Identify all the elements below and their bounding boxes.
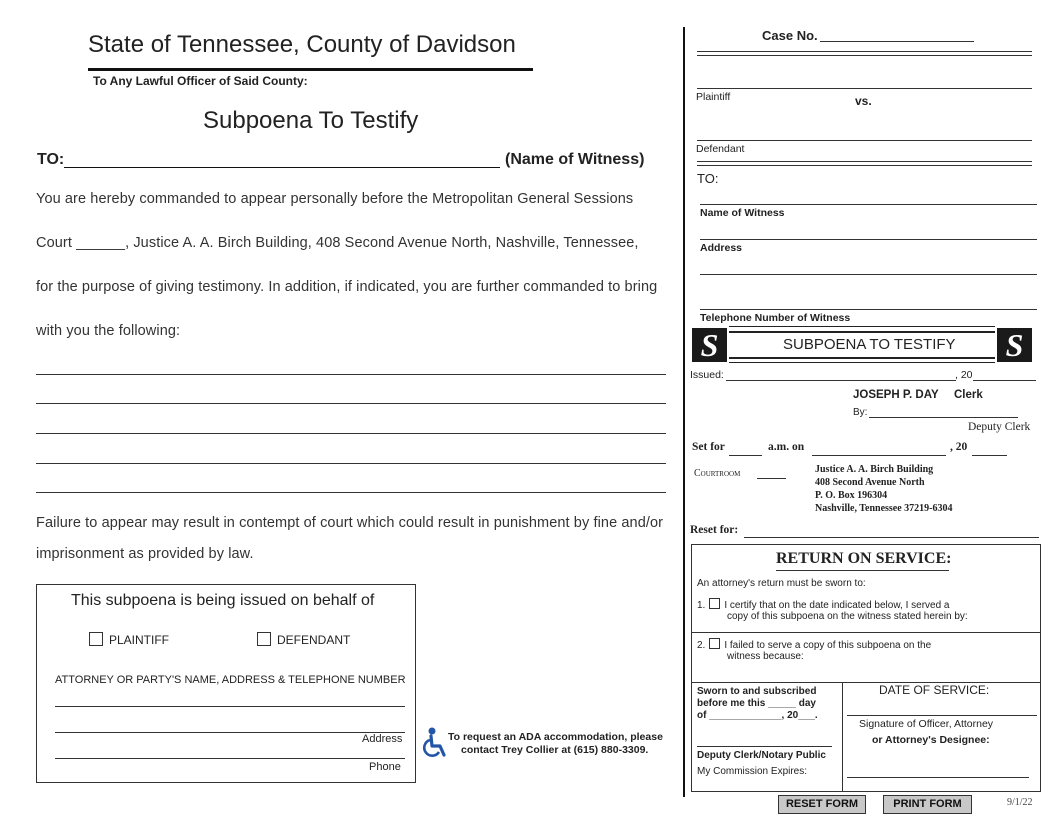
defendant-line[interactable] [697, 140, 1032, 141]
court-address-2: 408 Second Avenue North [815, 477, 925, 488]
print-form-button[interactable]: PRINT FORM [883, 795, 972, 814]
commission-label: My Commission Expires: [697, 766, 808, 777]
court-address-4: Nashville, Tennessee 37219-6304 [815, 503, 953, 514]
clerk-name: JOSEPH P. DAY [853, 389, 939, 401]
item1-text-a: I certify that on the date indicated below, I served a [724, 600, 950, 611]
s-logo-right: S [997, 328, 1032, 362]
sworn-line-3: of _____________, 20___. [697, 710, 818, 721]
phone-label: Phone [369, 761, 401, 773]
state-county-heading: State of Tennessee, County of Davidson [88, 31, 516, 58]
plaintiff-checkbox[interactable] [89, 632, 169, 647]
set-for-label: Set for [692, 441, 725, 453]
name-of-witness-label: (Name of Witness) [505, 151, 645, 168]
body-line-3: for the purpose of giving testimony. In addition, if indicated, you are further commanded to bring [36, 279, 658, 295]
item2-text-a: I failed to serve a copy of this subpoena on the [724, 640, 932, 651]
vs-label: vs. [855, 94, 872, 108]
reset-for-line[interactable] [744, 537, 1039, 538]
case-no-label: Case No. [762, 28, 818, 43]
page-title: Subpoena To Testify [203, 107, 419, 134]
ada-line-2: contact Trey Collier at (615) 880-3309. [461, 744, 649, 756]
plaintiff-checkbox-label: PLAINTIFF [109, 633, 170, 647]
attorney-name-line[interactable] [55, 706, 405, 707]
courtroom-text: Courtroom [694, 468, 741, 479]
to-double-line [697, 161, 1032, 162]
s-logo-left: S [692, 328, 727, 362]
wheelchair-icon [422, 727, 448, 759]
address-line[interactable] [700, 239, 1037, 240]
sworn-line-2: before me this _____ day [697, 698, 816, 709]
sworn-note: An attorney's return must be sworn to: [697, 578, 866, 589]
date-of-service-label: DATE OF SERVICE: [879, 683, 990, 697]
attorney-label: ATTORNEY OR PARTY'S NAME, ADDRESS & TELEPHONE NUMBER [55, 674, 406, 686]
case-double-line [697, 51, 1032, 52]
telephone-label: Telephone Number of Witness [700, 312, 851, 324]
failure-line-1: Failure to appear may result in contempt of court which could result in punishment by fine and/or [36, 515, 664, 531]
failure-line-2: imprisonment as provided by law. [36, 546, 254, 562]
to-officer-label: To Any Lawful Officer of Said County: [93, 74, 308, 88]
defendant-checkbox-box[interactable] [257, 632, 271, 646]
item2-text-b: witness because: [727, 651, 804, 662]
defendant-label: Defendant [696, 143, 745, 155]
set-year-label: , 20 [950, 441, 968, 453]
items-line[interactable] [36, 463, 666, 464]
address-label: Address [362, 733, 403, 745]
form-version: 9/1/22 [1007, 797, 1033, 808]
return-item-1 [697, 598, 1037, 611]
witness-name-line[interactable] [64, 167, 500, 168]
ada-line-1: To request an ADA accommodation, please [448, 731, 663, 743]
set-year-line[interactable] [972, 455, 1007, 456]
body-line-1: You are hereby commanded to appear personally before the Metropolitan General Sessions [36, 191, 634, 207]
return-box [691, 544, 1041, 792]
date-of-service-line[interactable] [847, 715, 1037, 716]
item1-text-b: copy of this subpoena on the witness stated herein by: [727, 611, 968, 622]
deputy-notary-label: Deputy Clerk/Notary Public [697, 750, 826, 761]
case-double-line [697, 55, 1032, 56]
set-for-date-line[interactable] [812, 455, 946, 456]
defendant-checkbox-label: DEFENDANT [277, 633, 351, 647]
telephone-line[interactable] [700, 309, 1037, 310]
item1-number: 1. [697, 600, 706, 611]
by-line[interactable] [869, 417, 1018, 418]
items-line[interactable] [36, 374, 666, 375]
am-on-label: a.m. on [768, 441, 805, 453]
address-line-2[interactable] [700, 274, 1037, 275]
right-to-label: TO: [697, 171, 719, 186]
signature-label-2: or Attorney's Designee: [872, 734, 990, 746]
right-address-label: Address [700, 242, 743, 254]
body-line-4: with you the following: [36, 323, 181, 339]
banner-rule [729, 362, 995, 363]
plaintiff-label: Plaintiff [696, 91, 731, 103]
clerk-title: Clerk [954, 389, 983, 401]
to-double-line [697, 165, 1032, 166]
banner-rule [729, 357, 995, 359]
banner-title: SUBPOENA TO TESTIFY [783, 336, 956, 353]
issued-line[interactable] [726, 380, 956, 381]
notary-signature-line[interactable] [697, 746, 832, 747]
item2-checkbox[interactable] [709, 638, 720, 649]
by-label: By: [853, 407, 868, 418]
signature-line[interactable] [847, 777, 1029, 778]
issued-label: Issued: [690, 369, 724, 381]
banner-rule [729, 326, 995, 327]
issued-year-label: , 20 [955, 369, 973, 381]
attorney-address-line[interactable] [55, 732, 405, 733]
courtroom-label [694, 468, 740, 479]
to-label: TO: [37, 151, 65, 168]
reset-for-label: Reset for: [690, 524, 739, 536]
item2-number: 2. [697, 640, 706, 651]
return-divider [692, 632, 1040, 633]
issued-year-line[interactable] [973, 380, 1036, 381]
items-line[interactable] [36, 433, 666, 434]
deputy-clerk-label: Deputy Clerk [968, 421, 1031, 433]
set-for-time-line[interactable] [729, 455, 762, 456]
return-column-divider [842, 682, 843, 792]
item1-checkbox[interactable] [709, 598, 720, 609]
body-line-2: Court ______, Justice A. A. Birch Building, 408 Second Avenue North, Nashville, Tennessee, [36, 235, 639, 251]
behalf-box [36, 584, 416, 783]
behalf-title: This subpoena is being issued on behalf of [71, 592, 375, 609]
case-no-line[interactable] [820, 41, 974, 42]
items-line[interactable] [36, 492, 666, 493]
court-address-3: P. O. Box 196304 [815, 490, 888, 501]
heading-underline [88, 68, 533, 71]
plaintiff-line[interactable] [697, 88, 1032, 89]
witness-line[interactable] [700, 204, 1037, 205]
courtroom-line[interactable] [757, 478, 786, 479]
right-name-of-witness: Name of Witness [700, 207, 785, 219]
return-title-underline [776, 570, 949, 571]
banner-rule [729, 331, 995, 333]
column-divider [683, 27, 685, 797]
sworn-line-1: Sworn to and subscribed [697, 686, 817, 697]
return-item-2 [697, 638, 1037, 651]
return-title: RETURN ON SERVICE: [776, 550, 952, 567]
defendant-checkbox[interactable] [257, 632, 350, 647]
items-line[interactable] [36, 403, 666, 404]
court-address-1: Justice A. A. Birch Building [815, 464, 934, 475]
reset-form-button[interactable]: RESET FORM [778, 795, 866, 814]
signature-label-1: Signature of Officer, Attorney [859, 718, 994, 730]
plaintiff-checkbox-box[interactable] [89, 632, 103, 646]
attorney-phone-line[interactable] [55, 758, 405, 759]
